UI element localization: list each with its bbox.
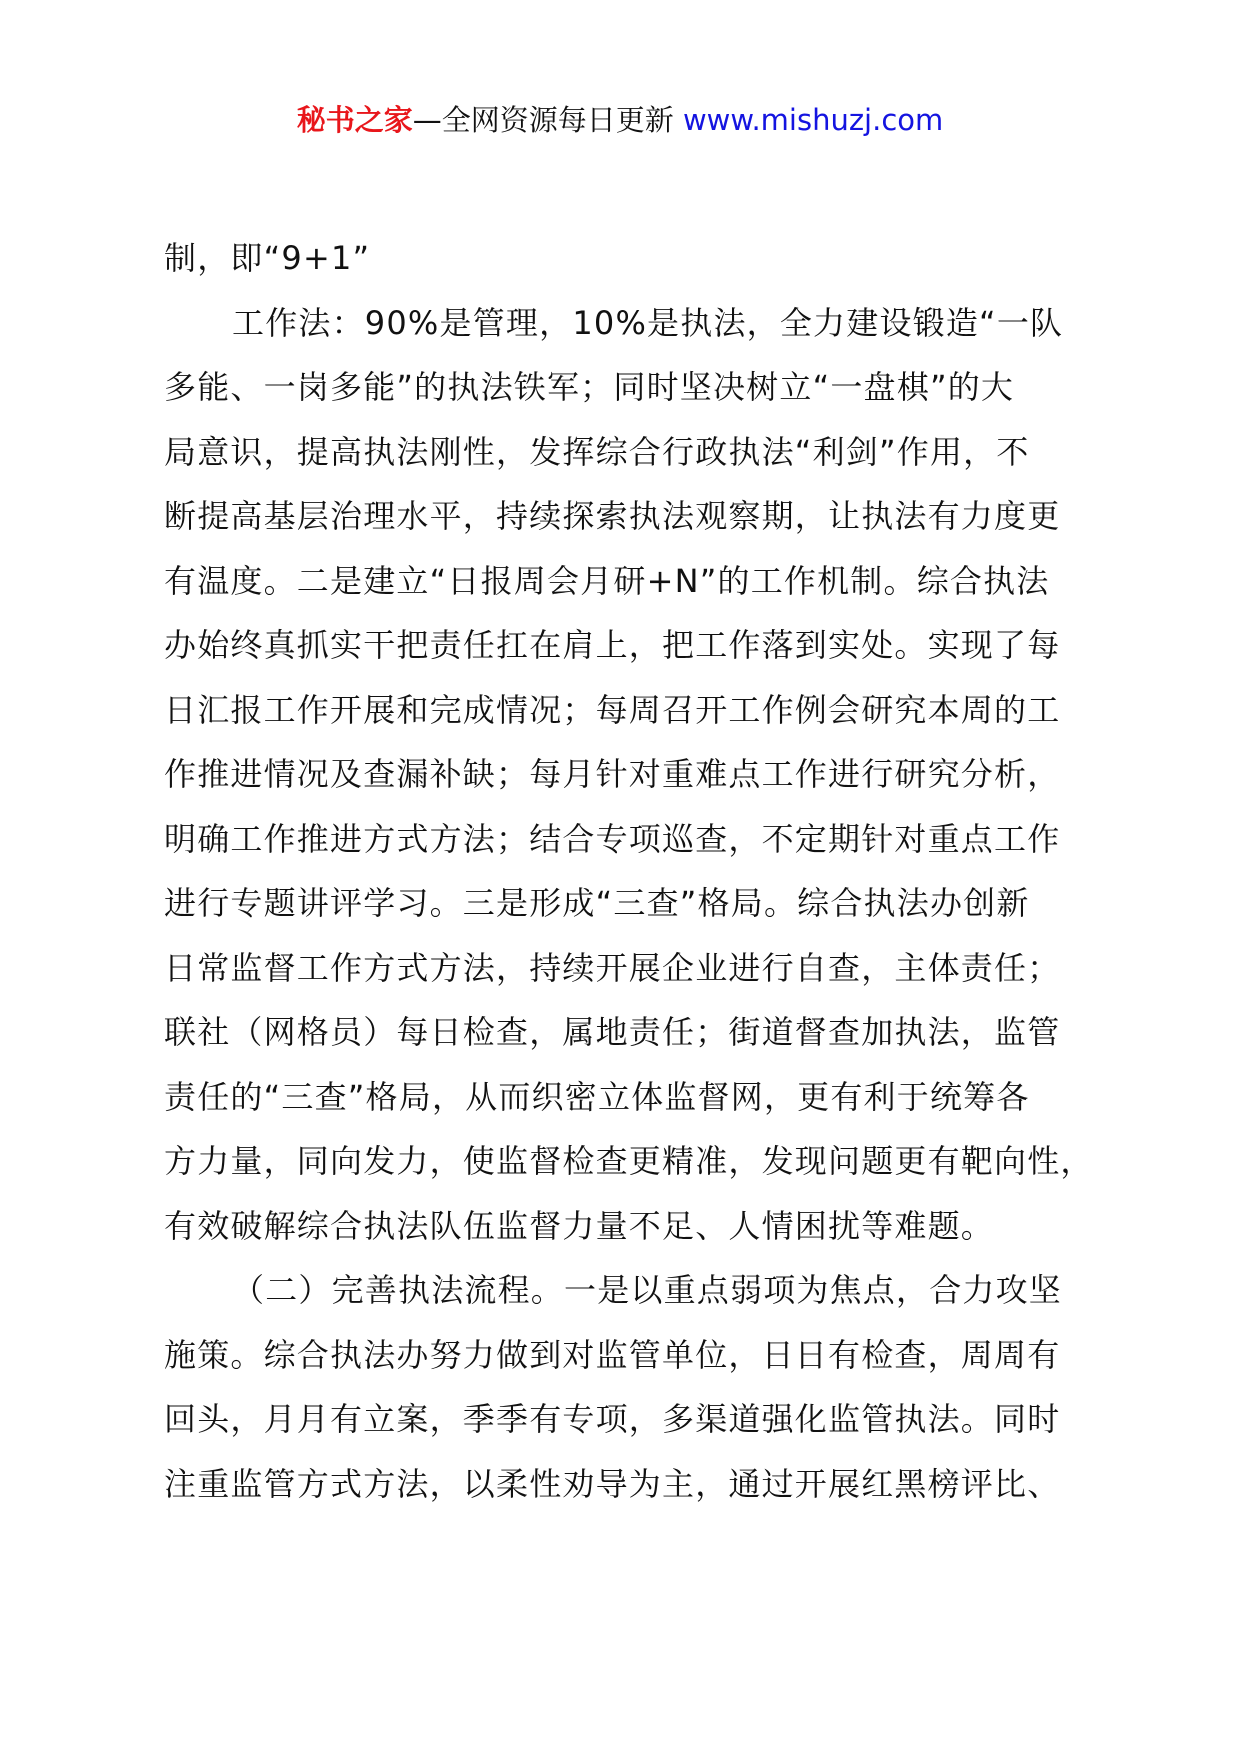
text-line: 日汇报工作开展和完成情况；每周召开工作例会研究本周的工 xyxy=(164,690,1061,729)
text-line: 办始终真抓实干把责任扛在肩上，把工作落到实处。实现了每 xyxy=(164,626,1061,664)
text-line: 回头，月月有立案，季季有专项，多渠道强化监管执法。同时 xyxy=(164,1400,1061,1438)
text-line: 断提高基层治理水平，持续探索执法观察期，让执法有力度更 xyxy=(164,497,1061,535)
text-line: 制，即“9+1” xyxy=(164,239,371,277)
text-line: 多能、一岗多能”的执法铁军；同时坚决树立“一盘棋”的大 xyxy=(164,368,1015,406)
text-line: 局意识，提高执法刚性，发挥综合行政执法“利剑”作用，不 xyxy=(164,432,1030,471)
text-line: 有温度。二是建立“日报周会月研+N”的工作机制。综合执法 xyxy=(164,561,1050,600)
text-line: 工作法：90%是管理，10%是执法，全力建设锻造“一队 xyxy=(232,303,1064,342)
text-line: 作推进情况及查漏补缺；每月针对重难点工作进行研究分析， xyxy=(164,755,1061,793)
text-line: （二）完善执法流程。一是以重点弱项为焦点，合力攻坚 xyxy=(232,1271,1063,1309)
text-line: 日常监督工作方式方法，持续开展企业进行自查，主体责任； xyxy=(164,948,1061,987)
document-body xyxy=(164,240,1124,1530)
text-line: 注重监管方式方法，以柔性劝导为主，通过开展红黑榜评比、 xyxy=(164,1464,1061,1503)
site-url-link[interactable]: www.mishuzj.com xyxy=(682,103,944,137)
text-line: 进行专题讲评学习。三是形成“三查”格局。综合执法办创新 xyxy=(164,884,1030,922)
text-line: 联社（网格员）每日检查，属地责任；街道督查加执法，监管 xyxy=(164,1013,1061,1051)
text-line: 责任的“三查”格局，从而织密立体监督网，更有利于统筹各 xyxy=(164,1077,1030,1116)
site-brand: 秘书之家 xyxy=(296,103,413,137)
text-line: 施策。综合执法办努力做到对监管单位，日日有检查，周周有 xyxy=(164,1335,1061,1374)
site-tagline: —全网资源每日更新 xyxy=(412,103,674,137)
text-line: 方力量，同向发力，使监督检查更精准，发现问题更有靶向性， xyxy=(164,1142,1094,1180)
site-header xyxy=(0,100,1240,140)
text-line: 明确工作推进方式方法；结合专项巡查，不定期针对重点工作 xyxy=(164,819,1061,858)
text-line: 有效破解综合执法队伍监督力量不足、人情困扰等难题。 xyxy=(164,1206,995,1245)
